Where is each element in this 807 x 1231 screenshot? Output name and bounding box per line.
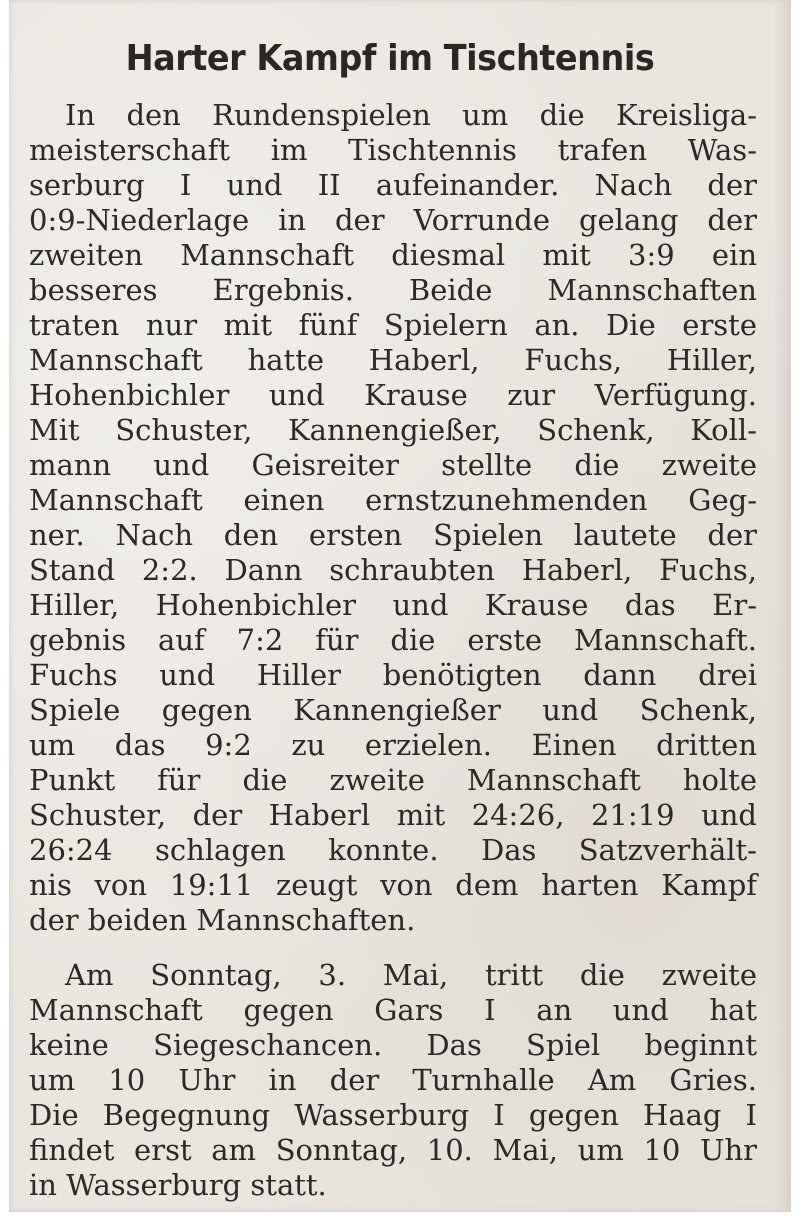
text-line: In den Rundenspielen um die Kreisliga- (65, 98, 757, 132)
text-line: 0:9-Niederlage in der Vorrunde gelang der (29, 203, 757, 237)
text-line: Schuster, der Haberl mit 24:26, 21:19 und (29, 798, 757, 832)
article-paragraph-1 (29, 98, 757, 938)
text-line: der beiden Mannschaften. (29, 903, 416, 937)
newspaper-clipping (9, 0, 791, 1212)
text-line: Hohenbichler und Krause zur Verfügung. (29, 378, 757, 412)
text-line: mann und Geisreiter stellte die zweite (29, 448, 757, 482)
text-line: findet erst am Sonntag, 10. Mai, um 10 Uhr (29, 1133, 757, 1167)
text-line: zweiten Mannschaft diesmal mit 3:9 ein (29, 238, 757, 272)
text-line: gebnis auf 7:2 für die erste Mannschaft. (29, 623, 757, 657)
text-line: 26:24 schlagen konnte. Das Satzverhält- (29, 833, 757, 867)
text-line: besseres Ergebnis. Beide Mannschaften (29, 273, 757, 307)
text-line: traten nur mit fünf Spielern an. Die erste (29, 308, 757, 342)
text-line: Mannschaft hatte Haberl, Fuchs, Hiller, (29, 343, 757, 377)
text-line: in Wasserburg statt. (29, 1168, 327, 1202)
text-line: Fuchs und Hiller benötigten dann drei (29, 658, 757, 692)
text-line: Spiele gegen Kannengießer und Schenk, (29, 693, 757, 727)
text-line: Stand 2:2. Dann schraubten Haberl, Fuchs, (29, 553, 757, 587)
text-line: Am Sonntag, 3. Mai, tritt die zweite (65, 958, 757, 992)
text-line: Die Begegnung Wasserburg I gegen Haag I (29, 1098, 757, 1132)
text-line: um das 9:2 zu erzielen. Einen dritten (29, 728, 757, 762)
text-line: Hiller, Hohenbichler und Krause das Er- (29, 588, 757, 622)
text-line: Mannschaft einen ernstzunehmenden Geg- (29, 483, 757, 517)
text-line: keine Siegeschancen. Das Spiel beginnt (29, 1028, 757, 1062)
text-line: um 10 Uhr in der Turnhalle Am Gries. (29, 1063, 757, 1097)
article-headline: Harter Kampf im Tischtennis (125, 38, 655, 79)
text-line: meisterschaft im Tischtennis trafen Was- (29, 133, 757, 167)
article-paragraph-2 (29, 958, 757, 1203)
text-line: nis von 19:11 zeugt von dem harten Kampf (29, 868, 757, 902)
text-line: serburg I und II aufeinander. Nach der (29, 168, 757, 202)
text-line: Punkt für die zweite Mannschaft holte (29, 763, 757, 797)
text-line: Mit Schuster, Kannengießer, Schenk, Koll- (29, 413, 757, 447)
text-line: Mannschaft gegen Gars I an und hat (29, 993, 757, 1027)
text-line: ner. Nach den ersten Spielen lautete der (29, 518, 757, 552)
